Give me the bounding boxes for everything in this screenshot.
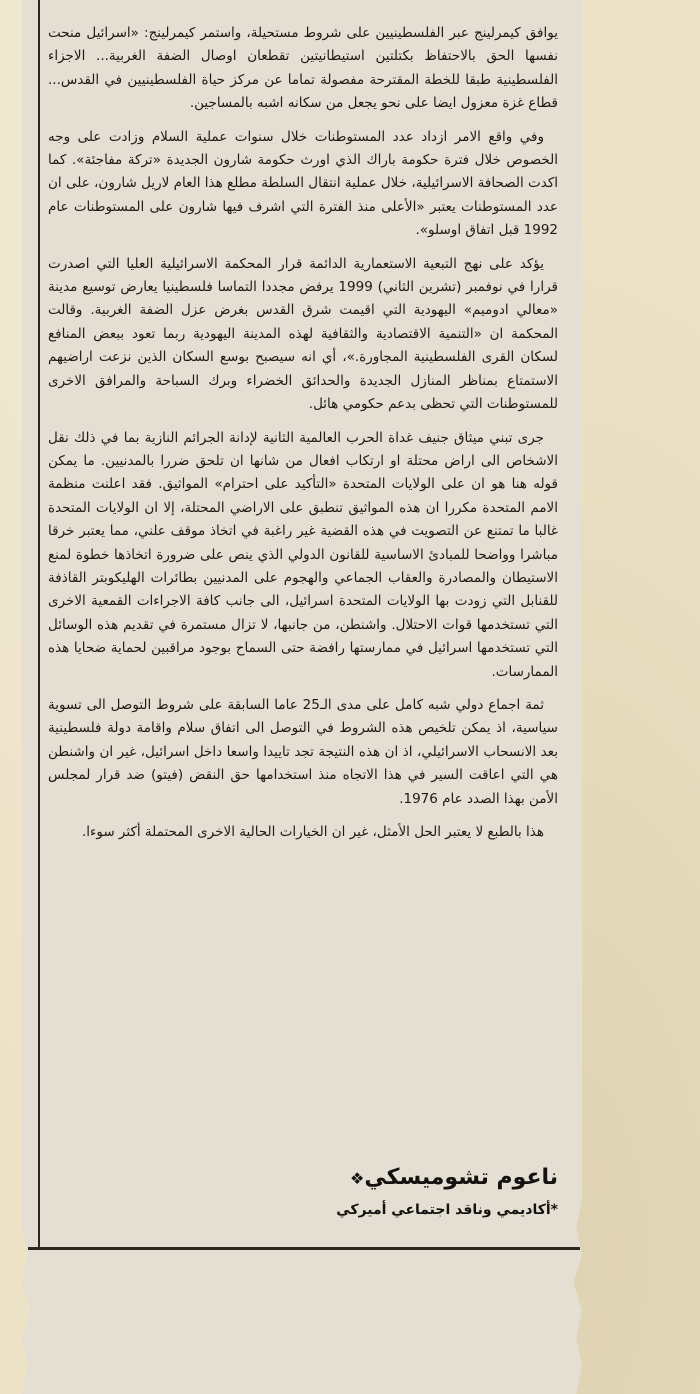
article-paragraph: هذا بالطبع لا يعتبر الحل الأمثل، غير ان الخيارات الحالية الاخرى المحتملة أكثر سوءا. bbox=[81, 824, 544, 840]
article-body bbox=[48, 22, 558, 854]
author-name: ناعوم تشوميسكي bbox=[364, 1165, 558, 1190]
article-paragraph: جرى تبني ميثاق جنيف غداة الحرب العالمية الثانية لإدانة الجرائم النازية بما في ذلك نقل الاشخاص الى اراض محتلة او ارتكاب افعال من شانها ان تلحق ضررا بالمدنيين. ما يمكن قوله هنا هو ان على الولايات المتحدة «التأكيد على احترام» المواثيق. فقد اعلنت منظمة الامم المتحدة مكررا ان هذه المواثيق تنطبق على الاراضي المحتلة، إلا ان الولايات المتحدة غالبا ما تمتنع عن التصويت في هذه القضية غير راغبة في اتخاذ موقف علني، مما يعتبر خرقا مباشرا وواضحا للمبادئ الاساسية للقانون الدولي الذي ينص على ضرورة اتخاذها خطوة لمنع الاستيطان والمصادرة والعقاب الجماعي والهجوم على المدنيين بطائرات الهليكوبتر القاذفة للقنابل التي زودت بها الولايات المتحدة اسرائيل، الى جانب كافة الاجراءات القمعية الاخرى التي تستخدمها قوات الاحتلال. واشنطن، من جانبها، لا تزال مستمرة في تقديم هذه الوسائل التي تستخدمها اسرائيل في ممارستها رافضة حتى السماح بوجود مراقبين لحماية ضحايا هذه الممارسات. bbox=[48, 429, 558, 680]
article-paragraph: وفي واقع الامر ازداد عدد المستوطنات خلال سنوات عملية السلام وزادت على وجه الخصوص خلال فترة حكومة باراك الذي اورث حكومة شارون الجديدة «تركة مفاجئة». كما اكدت الصحافة الاسرائيلية، خلال عملية انتقال السلطة مطلع هذا العام لاريل شارون، على ان عدد المستوطنات يعتبر «الأعلى منذ الفترة التي اشرف فيها شارون على المستوطنات عام 1992 قبل اتفاق اوسلو». bbox=[48, 128, 558, 239]
article-paragraph: يوافق كيمرلينج عبر الفلسطينيين على شروط مستحيلة، واستمر كيمرلينج: «اسرائيل منحت نفسها الحق بالاحتفاظ بكتلتين استيطانيتين تقطعان اوصال الضفة الغربية... الاجزاء الفلسطينية طبقا للخطة المقترحة مفصولة تماما عن مركز حياة الفلسطينيين في القدس... قطاع غزة معزول ايضا على نحو يجعل من سكانه اشبه بالمساجين. bbox=[48, 25, 558, 112]
diamond-mark-icon: ❖ bbox=[350, 1169, 365, 1188]
column-rule-bottom bbox=[28, 1247, 580, 1250]
column-rule-left bbox=[38, 0, 40, 1248]
author-signature bbox=[48, 1164, 558, 1221]
article-paragraph: ثمة اجماع دولي شبه كامل على مدى الـ25 عاما السابقة على شروط التوصل الى تسوية سياسية، اذ يمكن تلخيص هذه الشروط في التوصل الى اتفاق سلام واقامة دولة فلسطينية بعد الانسحاب الاسرائيلي، اذ ان هذه النتيجة تجد تاييدا واسعا داخل اسرائيل، غير ان واشنطن هي التي اعاقت السير في هذا الاتجاه منذ استخدامها حق النقض (فيتو) ضد قرار لمجلس الأمن بهذا الصدد عام 1976. bbox=[48, 696, 558, 807]
article-paragraph: يؤكد على نهج التبعية الاستعمارية الدائمة قرار المحكمة الاسرائيلية العليا التي اصدرت قرارا في نوفمبر (تشرين الثاني) 1999 يرفض مجددا التماسا فلسطينيا يعارض توسيع مدينة «معالي ادوميم» اليهودية التي اقيمت شرق القدس بغرض عزل الضفة الغربية. وقالت المحكمة ان «التنمية الاقتصادية والثقافية لهذه المدينة اليهودية ربما تعود ببعض المنافع لسكان القرى الفلسطينية المجاورة.»، أي انه سيصبح بوسع السكان الذين نزعت اراضيهم الاستمتاع بمناظر المنازل الجديدة والحدائق الخضراء وبرك السباحة والمرافق الاخرى للمستوطنات التي تحظى بدعم حكومي هائل. bbox=[48, 255, 558, 413]
author-line bbox=[48, 1164, 558, 1193]
author-bio: *أكاديمي وناقد اجتماعي أميركي bbox=[336, 1202, 558, 1218]
